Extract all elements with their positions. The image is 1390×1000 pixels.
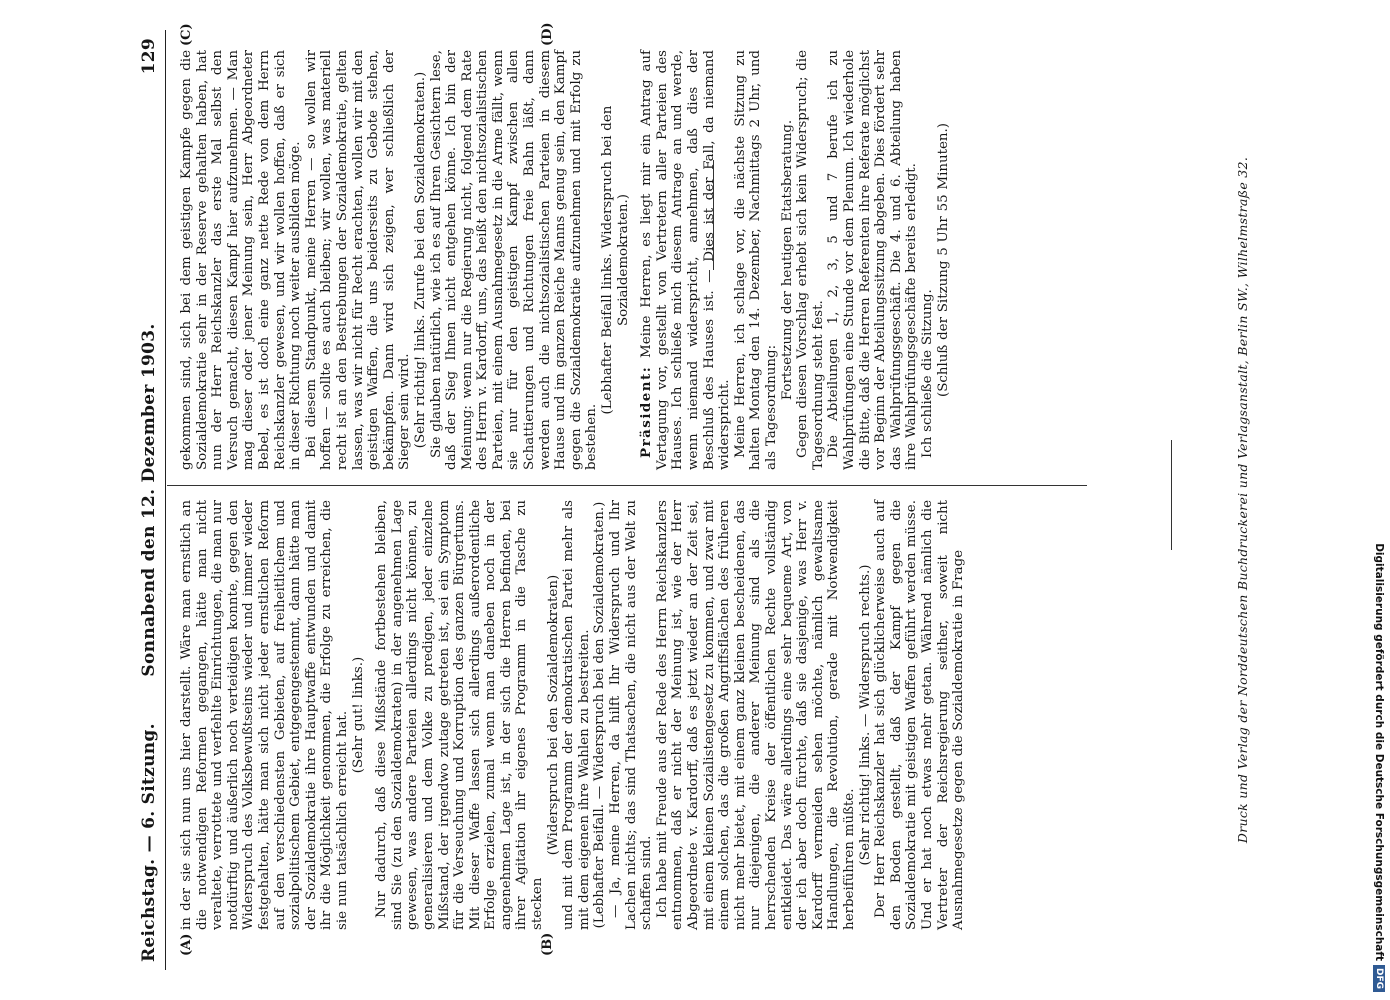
agenda-item: Fortsetzung der heutigen Etatsberatung. xyxy=(779,119,795,401)
right-column xyxy=(179,50,1087,470)
header-left: Reichstag. — 6. Sitzung. xyxy=(138,723,159,962)
left-column xyxy=(179,500,1087,930)
dfg-logo: DFG xyxy=(1373,965,1385,992)
page-header xyxy=(135,30,166,970)
interjection: (Lebhafter Beifall. — Widerspruch bei den Sozialdemokraten.) xyxy=(591,501,607,929)
paragraph: Bei diesem Standpunkt, meine Herren — so wollen wir hoffen — sollte es auch bleiben; wir wollen, was materiell recht ist an den Bestrebungen der Sozialdemokratie, gelten lassen, was wir nicht für Recht erachten, wollen wir mit den geistigen Waffen, die uns beiderseits zu Gebote stehen, bekämpfen. Dann wird sich zeigen, wer schließlich der Sieger sein wird. xyxy=(303,50,412,470)
paragraph: Sie glauben natürlich, wie ich es auf Ihren Gesichtern lese, daß der Sieg Ihnen nicht entgehen könne. Ich bin der Meinung: wenn nur die Regierung nicht, folgend dem Rate des Herrn v. Kardorff, uns, das heißt den nichtsozialistischen Parteien, mit einem Ausnahmegesetz in die Arme fällt, wenn sie nur für den geistigen Kampf zwischen allen Schattierungen und Richtungen freie Bahn läßt, dann werden auch die nichtsozialistischen Parteien in diesem Hause und im ganzen Reiche Manns genug sein, den Kampf gegen die Sozialdemokratie aufzunehmen und mit Erfolg zu bestehen. xyxy=(428,50,599,470)
paragraph: Ich schließe die Sitzung. xyxy=(919,289,935,458)
interjection: (Lebhafter Beifall links. Widerspruch bei den Sozialdemokraten.) xyxy=(599,105,631,415)
margin-letter-d: (D) xyxy=(539,22,555,46)
interjection: (Sehr gut! links.) xyxy=(350,656,366,774)
rotated-document-page xyxy=(117,22,1267,970)
paragraph: Nur dadurch, daß diese Mißstände fortbestehen bleiben, sind Sie (zu den Sozialdemokraten) in der angenehmen Lage gewesen, was andere Parteien allerdings nicht können, zu generalisieren und dem Volke zu predigen, jeder einzelne Mißstand, der irgendwo zutage getreten ist, sei ein Symptom für die Verseuchung und Korruption des ganzen Bürgertums. Mit dieser Waffe lassen sich allerdings außerordentliche Erfolge erzielen, zumal wenn man daneben noch in der angenehmen Lage ist, in der sich die Herren befinden, bei ihrer Agitation ihr eigenes Programm in die Tasche zu stecken xyxy=(373,500,545,930)
speaker-label: Präsident: xyxy=(637,365,654,458)
header-date: Sonnabend den 12. Dezember 1903. xyxy=(138,323,159,677)
digitization-note-wrapper xyxy=(1367,8,1385,992)
page-number: 129 xyxy=(138,38,159,75)
paragraph: Gegen diesen Vorschlag erhebt sich kein Widerspruch; die Tagesordnung steht fest. xyxy=(794,50,826,470)
margin-letter-c: (C) xyxy=(178,23,194,46)
interjection: (Widerspruch bei den Sozialdemokraten) xyxy=(545,574,561,856)
paragraph: Ich habe mit Freude aus der Rede des Herrn Reichskanzlers entnommen, daß er nicht der Meinung ist, wie der Herr Abgeordnete v. Kardorff, daß es jetzt wieder an der Zeit sei, mit einem kleinen Sozialistengesetz zu kommen, und zwar mit einem solchen, das die großen Angriffsflächen des früheren nicht mehr bietet, mit einem ganz kleinen bescheidenen, das nur diejenigen, die anderer Meinung sind als die herrschenden Kreise der öffentlichen Rechte vollständig entkleidet. Das wäre allerdings eine sehr bequeme Art, von der ich aber doch fürchte, daß sie dasjenige, was Herr v. Kardorff vermeiden sehen möchte, nämlich gewaltsame Handlungen, die Revolution, gerade mit Notwendigkeit herbeiführen müßte. xyxy=(654,500,857,930)
paragraph: gekommen sind, sich bei dem geistigen Kampfe gegen die Sozialdemokratie sehr in der Reserve gehalten haben, hat nun der Herr Reichskanzler das erste Mal selbst den Versuch gemacht, diesen Kampf hier aufzunehmen. — Man mag dieser oder jener Meinung sein, Herr Abgeordneter Bebel, es ist doch eine ganz nette Rede von dem Herrn Reichskanzler gewesen, und wir wollen hoffen, daß er sich in dieser Richtung noch weiter ausbilden möge. xyxy=(178,50,303,470)
paragraph: Die Abteilungen 1, 2, 3, 5 und 7 berufe ich zu Wahlprüfungen eine Stunde vor dem Plenum. Ich wiederhole die Bitte, daß die Herren Referenten ihre Referate möglichst vor Beginn der Abteilungssitzung abgeben. Dies fördert sehr das Wahlprüfungsgeschäft. Die 4. und 6. Abteilung haben ihre Wahlprüfungsgeschäfte bereits erledigt. xyxy=(825,50,919,470)
paragraph-text: Meine Herren, es liegt mir ein Antrag auf Vertagung vor, gestellt von Vertretern aller Parteien des Hauses. Ich schließe mich diesem Antrage an und werde, wenn niemand widerspricht, annehmen, daß dies der Beschluß des Hauses ist. — Dies ist der Fall, da niemand widerspricht. xyxy=(638,50,732,470)
column-divider xyxy=(167,485,1087,486)
session-closing: (Schluß der Sitzung 5 Uhr 55 Minuten.) xyxy=(935,122,950,398)
paragraph: und mit dem Programm der demokratischen Partei mehr als mit dem eigenen ihre Wahlen zu bestreiten. xyxy=(560,500,592,930)
paragraph: Der Herr Reichskanzler hat sich glücklicherweise auch auf den Boden gestellt, daß der Kampf gegen die Sozialdemokratie mit geistigen Waffen geführt werden müsse. Und er hat noch etwas mehr getan. Während nämlich die Vertreter der Reichsregierung seither, soweit nicht Ausnahmegesetze gegen die Sozialdemokratie in Frage xyxy=(872,500,966,930)
paragraph: Meine Herren, ich schlage vor, die nächste Sitzung zu halten Montag den 14. Dezember, Nachmittags 2 Uhr, und als Tagesordnung: xyxy=(732,50,779,470)
paragraph: in der sie sich nun uns hier darstellt. Wäre man ernstlich an die notwendigen Reformen gegangen, hätte man nicht veraltete, verrottete und verfehlte Einrichtungen, die man nur notdürftig und äußerlich noch verteidigen konnte, gegen den Widerspruch des Volksbewußtseins wieder und immer wieder festgehalten, hätte man sich nicht jeder ernstlichen Reform auf den verschiedensten Gebieten, auf freiheitlichem und sozialpolitischem Gebiet, entgegengestemmt, dann hätte man der Sozialdemokratie ihre Hauptwaffe entwunden und damit ihr die Möglichkeit genommen, die Erfolge zu erreichen, die sie nun tatsächlich erreicht hat. xyxy=(178,500,350,930)
interjection: (Sehr richtig! links. — Widerspruch rechts.) xyxy=(857,564,873,866)
margin-letter-a: (A) xyxy=(178,933,194,956)
president-paragraph xyxy=(639,50,733,470)
margin-letter-b: (B) xyxy=(539,932,555,956)
paragraph: — Ja, meine Herren, da hilft Ihr Widerspruch und Ihr Lachen nichts; das sind Thatsachen, die nicht aus der Welt zu schaffen sind. xyxy=(607,500,654,930)
separator-rule xyxy=(713,160,714,270)
separator-rule xyxy=(1171,440,1172,550)
digitization-strip xyxy=(1362,8,1390,992)
digitization-note: Digitalisierung gefördert durch die Deutsche Forschungsgemeinschaft xyxy=(1373,543,1385,961)
printer-imprint: Druck und Verlag der Norddeutschen Buchdruckerei und Verlagsanstalt, Berlin SW., Wilhelmstraße 32. xyxy=(1234,156,1250,844)
interjection: (Sehr richtig! links. Zurufe bei den Sozialdemokraten.) xyxy=(412,71,428,449)
